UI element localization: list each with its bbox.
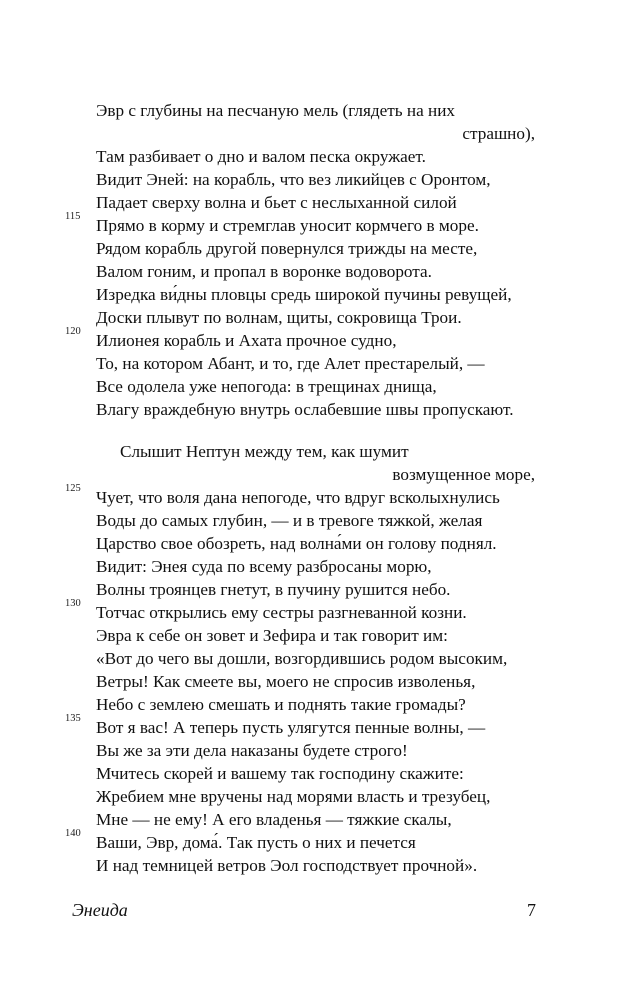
verse-text: Вот я вас! А теперь пусть улягутся пенные волны, —	[96, 718, 486, 737]
verse-text: Царство свое обозреть, над волна́ми он голову поднял.	[96, 534, 497, 553]
verse-line	[96, 352, 541, 375]
verse-line	[96, 168, 541, 191]
page-number: 7	[527, 900, 536, 920]
line-number: 140	[65, 828, 81, 839]
verse-line	[65, 598, 541, 624]
line-number: 130	[65, 598, 81, 609]
verse-text: Чует, что воля дана непогоде, что вдруг всколыхнулись	[96, 488, 500, 507]
verse-text: Слышит Нептун между тем, как шумит	[120, 442, 409, 461]
verse-text: Воды до самых глубин, — и в тревоге тяжкой, желая	[96, 511, 483, 530]
verse-text: Видит Эней: на корабль, что вез ликийцев с Оронтом,	[96, 170, 491, 189]
stanza-gap	[96, 421, 541, 440]
verse-text: Доски плывут по волнам, щиты, сокровища Трои.	[96, 308, 462, 327]
verse-text: «Вот до чего вы дошли, возгордившись родом высоким,	[96, 649, 508, 668]
verse-text: Мчитесь скорей и вашему так господину скажите:	[96, 764, 464, 783]
verse-line	[96, 808, 541, 831]
verse-line-continuation	[96, 463, 541, 486]
verse-line	[96, 854, 541, 877]
verse-text: Ваши, Эвр, дома́. Так пусть о них и печется	[96, 833, 416, 852]
verse-line	[65, 713, 541, 739]
verse-line	[96, 306, 541, 329]
verse-text: Эвра к себе он зовет и Зефира и так говорит им:	[96, 626, 448, 645]
line-number: 120	[65, 326, 81, 337]
line-number: 125	[65, 483, 81, 494]
verse-line	[96, 375, 541, 398]
verse-text: Илионея корабль и Ахата прочное судно,	[96, 331, 397, 350]
verse-text: Изредка ви́дны пловцы средь широкой пучины ревущей,	[96, 285, 512, 304]
verse-line	[96, 578, 541, 601]
verse-line	[96, 532, 541, 555]
verse-line	[96, 440, 541, 463]
verse-line	[65, 828, 541, 854]
stanza-2	[65, 440, 541, 877]
line-number: 135	[65, 713, 81, 724]
verse-line	[96, 762, 541, 785]
running-title: Энеида	[72, 900, 128, 920]
verse-line	[96, 670, 541, 693]
verse-line	[96, 509, 541, 532]
verse-line	[96, 260, 541, 283]
verse-text: Видит: Энея суда по всему разбросаны морю,	[96, 557, 432, 576]
verse-text: Ветры! Как смеете вы, моего не спросив изволенья,	[96, 672, 476, 691]
verse-text: Валом гоним, и пропал в воронке водоворота.	[96, 262, 432, 281]
verse-line	[96, 99, 541, 122]
verse-line	[96, 145, 541, 168]
stanza-1	[65, 99, 541, 421]
verse-text: Там разбивает о дно и валом песка окружает.	[96, 147, 426, 166]
verse-text: страшно),	[462, 124, 535, 143]
line-number: 115	[65, 211, 81, 222]
verse-line	[96, 398, 541, 421]
verse-text: Вы же за эти дела наказаны будете строго!	[96, 741, 408, 760]
verse-line	[96, 237, 541, 260]
verse-text: Влагу враждебную внутрь ослабевшие швы пропускают.	[96, 400, 514, 419]
verse-line	[65, 211, 541, 237]
verse-text: Небо с землею смешать и поднять такие громады?	[96, 695, 466, 714]
verse-text: Мне — не ему! А его владенья — тяжкие скалы,	[96, 810, 452, 829]
verse-line	[96, 283, 541, 306]
verse-text: Падает сверху волна и бьет с неслыханной силой	[96, 193, 457, 212]
verse-text: возмущенное море,	[392, 465, 535, 484]
page-footer	[72, 900, 536, 926]
verse-text: Тотчас открылись ему сестры разгневанной козни.	[96, 603, 467, 622]
verse-text: Все одолела уже непогода: в трещинах днища,	[96, 377, 437, 396]
verse-line	[96, 191, 541, 214]
poem-text	[65, 99, 541, 877]
verse-text: Волны троянцев гнетут, в пучину рушится небо.	[96, 580, 451, 599]
verse-line	[65, 483, 541, 509]
verse-text: Прямо в корму и стремглав уносит кормчего в море.	[96, 216, 479, 235]
verse-line	[96, 739, 541, 762]
verse-text: И над темницей ветров Эол господствует прочной».	[96, 856, 478, 875]
verse-text: Эвр с глубины на песчаную мель (глядеть на них	[96, 101, 455, 120]
verse-line	[96, 785, 541, 808]
verse-text: Рядом корабль другой повернулся трижды на месте,	[96, 239, 478, 258]
verse-line	[96, 624, 541, 647]
verse-line	[96, 693, 541, 716]
verse-line-continuation	[96, 122, 541, 145]
verse-text: Жребием мне вручены над морями власть и трезубец,	[96, 787, 491, 806]
verse-text: То, на котором Абант, и то, где Алет престарелый, —	[96, 354, 485, 373]
verse-line	[96, 647, 541, 670]
verse-line	[96, 555, 541, 578]
verse-line	[65, 326, 541, 352]
